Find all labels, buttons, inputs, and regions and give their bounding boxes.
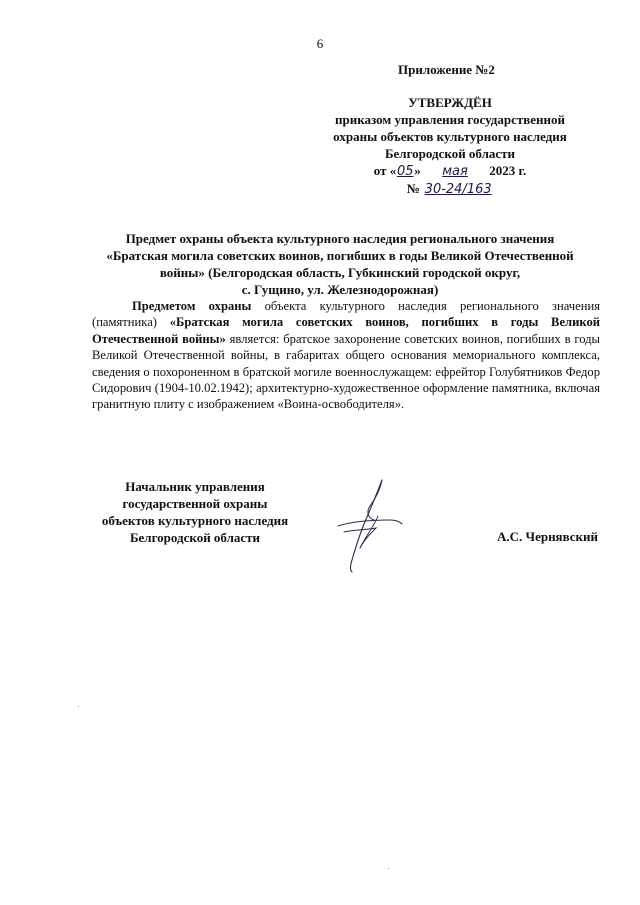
approval-line-2: охраны объектов культурного наследия: [333, 129, 567, 144]
number-handwritten: 30-24/163: [424, 182, 492, 197]
approval-line-3: Белгородской области: [384, 146, 516, 161]
approval-status: УТВЕРЖДЁН: [408, 95, 492, 110]
title-line-1: Предмет охраны объекта культурного наследия регионального значения: [125, 231, 555, 246]
title-line-4: с. Гущино, ул. Железнодорожная): [241, 282, 439, 297]
body-part-1: объекта культурного наследия регионального значения (памятника): [92, 299, 600, 330]
approval-block: [315, 94, 585, 198]
approval-date: [315, 162, 585, 180]
signatory-name: А.С. Чернявский: [497, 529, 599, 544]
date-mid: »: [414, 163, 421, 178]
scan-speck: [78, 706, 79, 707]
approval-line-1: приказом управления государственной: [335, 112, 565, 127]
handwritten-signature: [330, 476, 410, 576]
approval-number: [315, 180, 585, 198]
date-year: 2023 г.: [489, 163, 527, 178]
body-paragraph: [92, 298, 600, 413]
body-object-name: «Братская могила советских воинов, погибших в годы Великой Отечественной войны»: [92, 315, 600, 346]
page-number: 6: [316, 36, 324, 51]
position-line-3: объектов культурного наследия: [101, 513, 289, 528]
position-line-2: государственной охраны: [122, 496, 268, 511]
body-lead-bold: Предметом охраны: [132, 299, 252, 313]
date-prefix: от «: [373, 163, 397, 178]
signature-position: [95, 478, 295, 546]
body-part-2: является: братское захоронение советских воинов, погибших в годы Великой Отечественной войны, в габаритах общего основания мемориального комплекса, сведения о похороненном в братской могиле военнослужащем: ефрейтор Голубятников Федор Сидорович (1904-10.02.1942); архитектурно-художественное оформление памятника, включая гранитную плиту с изображением «Воина-освободителя».: [92, 331, 601, 412]
number-prefix: №: [406, 181, 420, 196]
title-line-2: «Братская могила советских воинов, погибших в годы Великой Отечественной: [106, 248, 574, 263]
scan-speck: [388, 868, 389, 869]
date-month-handwritten: мая: [442, 164, 468, 179]
position-line-1: Начальник управления: [125, 479, 265, 494]
title-line-3: войны» (Белгородская область, Губкинский городской округ,: [159, 265, 521, 280]
appendix-label: Приложение №2: [398, 62, 495, 77]
date-day-handwritten: 05: [396, 164, 414, 179]
position-line-4: Белгородской области: [129, 530, 261, 545]
document-title: [95, 230, 585, 298]
